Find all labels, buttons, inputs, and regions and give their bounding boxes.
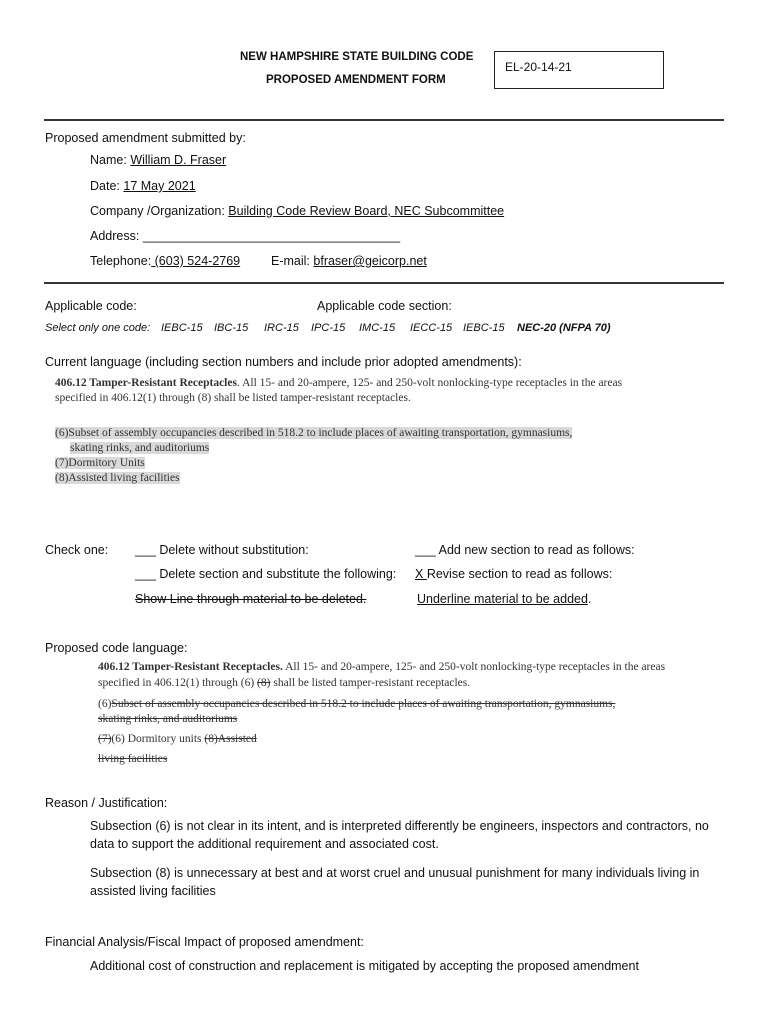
telephone-value: (603) 524-2769 bbox=[151, 254, 241, 268]
proposed-line1 bbox=[98, 661, 665, 673]
proposed-text2a: specified in 406.12(1) through (6) bbox=[98, 677, 258, 689]
legend-strike: Show Line through material to be deleted. bbox=[135, 592, 367, 606]
current-item-6-num: (6) bbox=[55, 427, 69, 439]
address-value: _____________________________________ bbox=[142, 229, 401, 243]
option-revise-label: Revise section to read as follows: bbox=[426, 567, 613, 581]
option-revise-mark: X bbox=[415, 567, 427, 581]
financial-text: Additional cost of construction and replacement is mitigated by accepting the proposed amendment bbox=[90, 959, 639, 973]
current-item-6-text: Subset of assembly occupancies described in 518.2 to include places of awaiting transportation, gymnasiums, bbox=[68, 427, 573, 439]
current-section-line1 bbox=[55, 377, 622, 389]
date-value: 17 May 2021 bbox=[123, 179, 196, 193]
date-row bbox=[90, 179, 196, 193]
code-option-iebc[interactable]: IEBC-15 bbox=[161, 322, 203, 334]
current-item-7-text: Dormitory Units bbox=[68, 457, 145, 469]
proposed-item-6-strike2: skating rinks, and auditoriums bbox=[98, 713, 238, 725]
telephone-label: Telephone: bbox=[90, 254, 152, 268]
proposed-title: 406.12 Tamper-Resistant Receptacles. bbox=[98, 661, 283, 673]
proposed-item-6-strike: Subset of assembly occupancies described in 518.2 to include places of awaiting transportation, gymnasiums, bbox=[111, 698, 616, 710]
code-option-iebc-2[interactable]: IEBC-15 bbox=[463, 322, 505, 334]
current-item-7 bbox=[55, 457, 145, 469]
form-id-box bbox=[494, 51, 664, 89]
code-option-iecc[interactable]: IECC-15 bbox=[410, 322, 453, 334]
current-item-8-num: (8) bbox=[55, 472, 69, 484]
email-label: E-mail: bbox=[271, 254, 310, 268]
current-item-6 bbox=[55, 427, 572, 439]
reason-para-1: Subsection (6) is not clear in its intent, and is interpreted differently be engineers, inspectors and contractors, no data to support the additional requirement and associated cost. bbox=[90, 819, 709, 851]
current-item-8-text: Assisted living facilities bbox=[68, 472, 180, 484]
proposed-text2b: shall be listed tamper-resistant receptacles. bbox=[270, 677, 471, 689]
company-label: Company /Organization: bbox=[90, 204, 225, 218]
code-option-imc[interactable]: IMC-15 bbox=[359, 322, 396, 334]
proposed-text2-strike: (8) bbox=[257, 677, 271, 689]
proposed-heading: Proposed code language: bbox=[45, 641, 188, 655]
proposed-item-8-strike: (8)Assisted bbox=[204, 733, 257, 745]
proposed-item-7 bbox=[98, 733, 257, 745]
financial-heading: Financial Analysis/Fiscal Impact of proposed amendment: bbox=[45, 935, 364, 949]
proposed-item-8-strike2: living facilities bbox=[98, 753, 168, 765]
email-row bbox=[271, 254, 427, 268]
company-value: Building Code Review Board, NEC Subcommittee bbox=[228, 204, 505, 218]
option-add-new[interactable]: ___ Add new section to read as follows: bbox=[415, 543, 635, 557]
form-title-line2: PROPOSED AMENDMENT FORM bbox=[266, 74, 446, 86]
current-section-line2: specified in 406.12(1) through (8) shall be listed tamper-resistant receptacles. bbox=[55, 392, 411, 404]
address-row bbox=[90, 229, 400, 243]
legend-period: . bbox=[587, 592, 592, 606]
code-option-irc[interactable]: IRC-15 bbox=[264, 322, 299, 334]
proposed-item-7-strike: (7) bbox=[98, 733, 112, 745]
proposed-text1: All 15- and 20-ampere, 125- and 250-volt nonlocking-type receptacles in the areas bbox=[282, 661, 666, 673]
proposed-line2 bbox=[98, 677, 470, 689]
address-label: Address: bbox=[90, 229, 140, 243]
form-id: EL-20-14-21 bbox=[505, 60, 572, 74]
reason-para-2: Subsection (8) is unnecessary at best and at worst cruel and unusual punishment for many individuals living in assisted living facilities bbox=[90, 866, 700, 898]
email-value: bfraser@geicorp.net bbox=[313, 254, 427, 268]
legend-underline-row bbox=[417, 592, 591, 606]
proposed-item-6-num: (6) bbox=[98, 698, 112, 710]
applicable-section-label: Applicable code section: bbox=[317, 299, 452, 313]
telephone-row bbox=[90, 254, 240, 268]
code-option-nec-selected[interactable]: NEC-20 (NFPA 70) bbox=[517, 322, 611, 334]
option-revise[interactable] bbox=[415, 567, 612, 581]
option-delete-substitute[interactable]: ___ Delete section and substitute the following: bbox=[135, 567, 397, 581]
applicable-code-label: Applicable code: bbox=[45, 299, 137, 313]
current-section-text1: . All 15- and 20-ampere, 125- and 250-volt nonlocking-type receptacles in the areas bbox=[236, 377, 623, 389]
proposed-item-6 bbox=[98, 698, 615, 710]
proposed-item-7-text: (6) Dormitory units bbox=[111, 733, 205, 745]
current-language-heading: Current language (including section numbers and include prior adopted amendments): bbox=[45, 355, 522, 369]
company-row bbox=[90, 204, 504, 218]
current-item-6-text2: skating rinks, and auditoriums bbox=[70, 442, 210, 454]
current-item-8 bbox=[55, 472, 180, 484]
date-label: Date: bbox=[90, 179, 120, 193]
submitter-heading: Proposed amendment submitted by: bbox=[45, 131, 246, 145]
divider-mid bbox=[44, 282, 724, 284]
select-code-label: Select only one code: bbox=[45, 322, 151, 334]
form-title-line1: NEW HAMPSHIRE STATE BUILDING CODE bbox=[240, 51, 474, 63]
code-option-ipc[interactable]: IPC-15 bbox=[311, 322, 346, 334]
check-one-label: Check one: bbox=[45, 543, 109, 557]
name-label: Name: bbox=[90, 153, 127, 167]
current-section-title: 406.12 Tamper-Resistant Receptacles bbox=[55, 377, 237, 389]
legend-underline: Underline material to be added bbox=[417, 592, 588, 606]
current-item-7-num: (7) bbox=[55, 457, 69, 469]
reason-heading: Reason / Justification: bbox=[45, 796, 168, 810]
divider-top bbox=[44, 119, 724, 121]
name-value: William D. Fraser bbox=[130, 153, 227, 167]
name-row bbox=[90, 153, 226, 167]
option-delete[interactable]: ___ Delete without substitution: bbox=[135, 543, 309, 557]
code-option-ibc[interactable]: IBC-15 bbox=[214, 322, 249, 334]
